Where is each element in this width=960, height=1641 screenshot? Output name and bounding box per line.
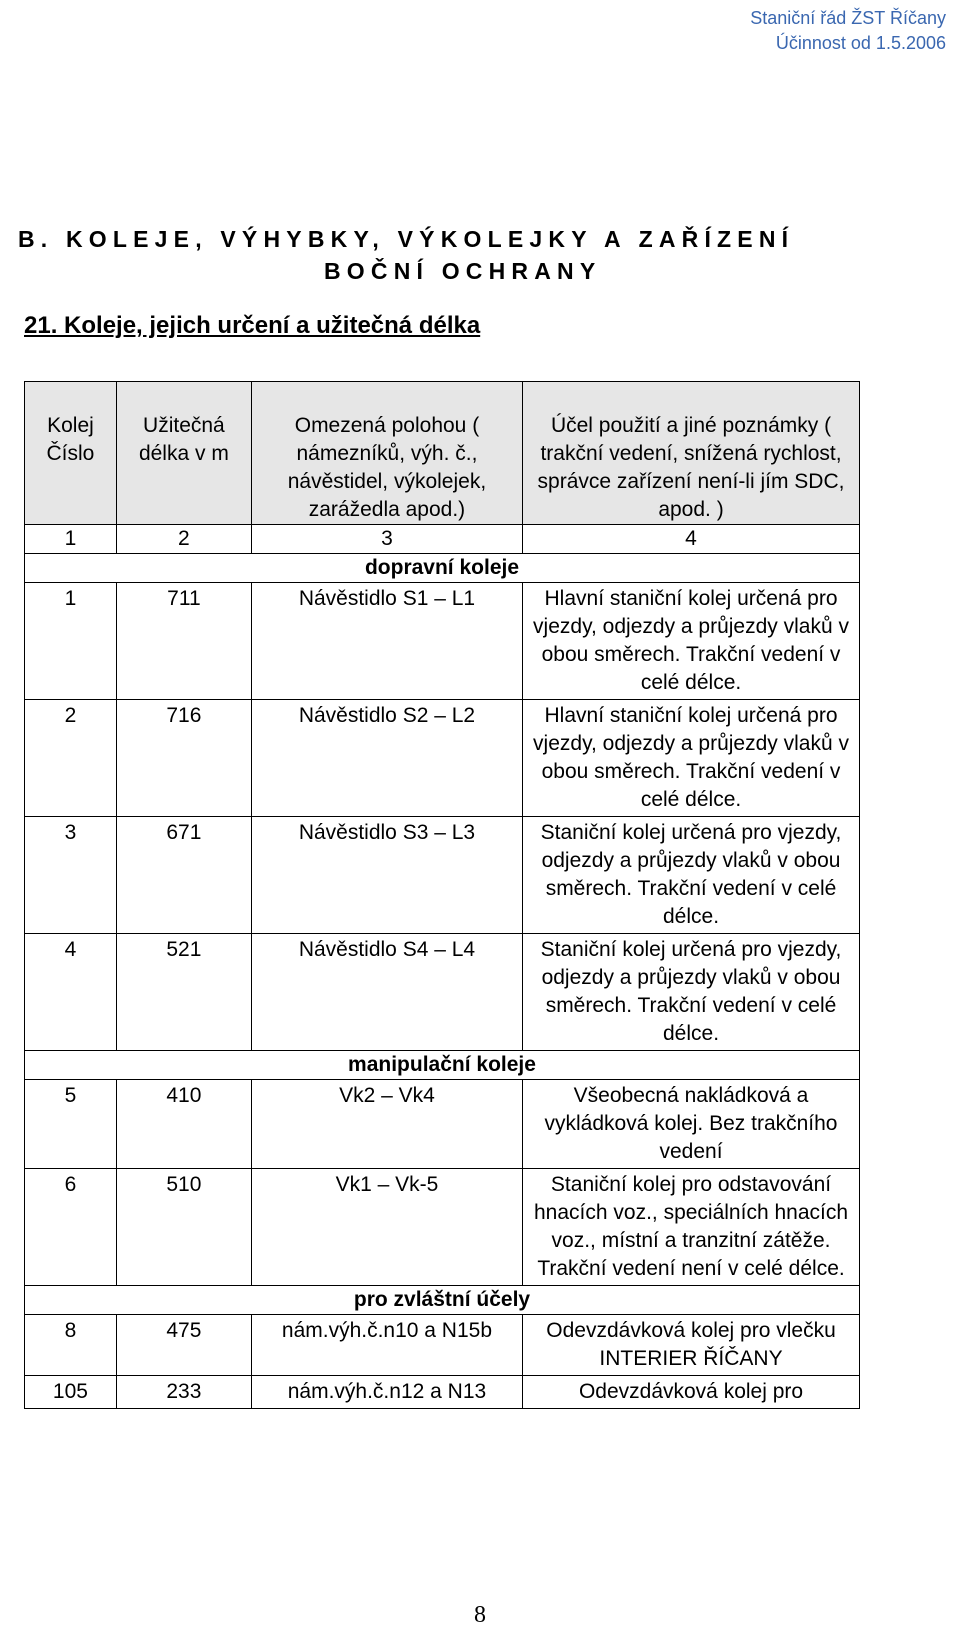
cell-ucel: Hlavní staniční kolej určená pro vjezdy, odjezdy a průjezdy vlaků v obou směrech. Trakční vedení v celé délce. xyxy=(523,700,860,817)
cell-delka: 475 xyxy=(116,1315,251,1376)
cell-kolej: 5 xyxy=(25,1080,117,1169)
column-number: 3 xyxy=(251,525,522,554)
title-line-2: BOČNÍ OCHRANY xyxy=(324,258,602,284)
cell-delka: 410 xyxy=(116,1080,251,1169)
cell-omezena: Návěstidlo S2 – L2 xyxy=(251,700,522,817)
cell-ucel: Staniční kolej pro odstavování hnacích voz., speciálních hnacích voz., místní a tranzitní zátěže. Trakční vedení není v celé délce. xyxy=(523,1169,860,1286)
cell-delka: 521 xyxy=(116,934,251,1051)
cell-omezena: Návěstidlo S1 – L1 xyxy=(251,583,522,700)
group-row xyxy=(25,1051,860,1080)
cell-delka: 671 xyxy=(116,817,251,934)
table-row xyxy=(25,817,860,934)
cell-ucel: Staniční kolej určená pro vjezdy, odjezdy a průjezdy vlaků v obou směrech. Trakční vedení v celé délce. xyxy=(523,934,860,1051)
column-number-row xyxy=(25,525,860,554)
column-number: 4 xyxy=(523,525,860,554)
header-ucel: Účel použití a jiné poznámky ( trakční vedení, snížená rychlost, správce zařízení není-li jím SDC, apod. ) xyxy=(523,382,860,525)
cell-delka: 711 xyxy=(116,583,251,700)
group-heading: dopravní koleje xyxy=(25,554,860,583)
table-row xyxy=(25,1169,860,1286)
cell-omezena: Vk2 – Vk4 xyxy=(251,1080,522,1169)
page-number: 8 xyxy=(474,1602,486,1628)
table-row xyxy=(25,1080,860,1169)
cell-kolej: 4 xyxy=(25,934,117,1051)
cell-omezena: nám.výh.č.n10 a N15b xyxy=(251,1315,522,1376)
cell-ucel: Hlavní staniční kolej určená pro vjezdy, odjezdy a průjezdy vlaků v obou směrech. Trakční vedení v celé délce. xyxy=(523,583,860,700)
table-header-row xyxy=(25,382,860,525)
table-row xyxy=(25,1376,860,1409)
cell-kolej: 8 xyxy=(25,1315,117,1376)
cell-omezena: Návěstidlo S4 – L4 xyxy=(251,934,522,1051)
cell-omezena: nám.výh.č.n12 a N13 xyxy=(251,1376,522,1409)
section-heading: 21. Koleje, jejich určení a užitečná délka xyxy=(24,312,481,339)
header-delka: Užitečná délka v m xyxy=(116,382,251,525)
cell-kolej: 2 xyxy=(25,700,117,817)
column-number: 2 xyxy=(116,525,251,554)
table-row xyxy=(25,583,860,700)
tracks-table xyxy=(24,381,860,1409)
header-omezena: Omezená polohou ( námezníků, výh. č., návěstidel, výkolejek, zarážedla apod.) xyxy=(251,382,522,525)
group-row xyxy=(25,554,860,583)
cell-omezena: Návěstidlo S3 – L3 xyxy=(251,817,522,934)
header-line-2: Účinnost od 1.5.2006 xyxy=(775,33,946,53)
column-number: 1 xyxy=(25,525,117,554)
cell-delka: 716 xyxy=(116,700,251,817)
title-line-1: B. KOLEJE, VÝHYBKY, VÝKOLEJKY A ZAŘÍZENÍ xyxy=(18,226,795,252)
group-heading: pro zvláštní účely xyxy=(25,1286,860,1315)
cell-kolej: 6 xyxy=(25,1169,117,1286)
group-heading: manipulační koleje xyxy=(25,1051,860,1080)
cell-kolej: 3 xyxy=(25,817,117,934)
table-row xyxy=(25,700,860,817)
cell-ucel: Všeobecná nakládková a vykládková kolej. Bez trakčního vedení xyxy=(523,1080,860,1169)
cell-ucel: Odevzdávková kolej pro vlečku INTERIER ŘÍČANY xyxy=(523,1315,860,1376)
cell-omezena: Vk1 – Vk-5 xyxy=(251,1169,522,1286)
cell-delka: 233 xyxy=(116,1376,251,1409)
group-row xyxy=(25,1286,860,1315)
header-kolej: Kolej Číslo xyxy=(25,382,117,525)
chapter-title xyxy=(18,223,948,287)
cell-ucel: Staniční kolej určená pro vjezdy, odjezdy a průjezdy vlaků v obou směrech. Trakční vedení v celé délce. xyxy=(523,817,860,934)
cell-delka: 510 xyxy=(116,1169,251,1286)
cell-ucel: Odevzdávková kolej pro xyxy=(523,1376,860,1409)
table-row xyxy=(25,934,860,1051)
cell-kolej: 105 xyxy=(25,1376,117,1409)
table-row xyxy=(25,1315,860,1376)
cell-kolej: 1 xyxy=(25,583,117,700)
document-header xyxy=(750,6,946,56)
header-line-1: Staniční řád ŽST Říčany xyxy=(750,8,946,28)
